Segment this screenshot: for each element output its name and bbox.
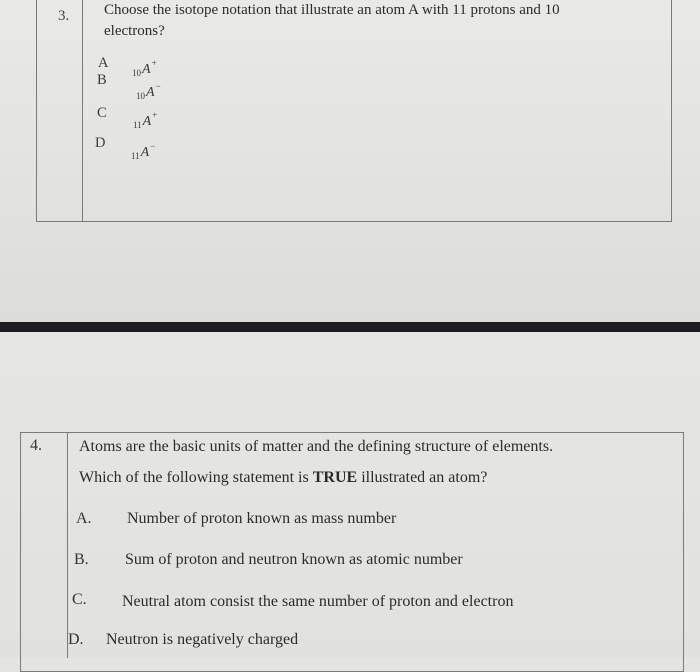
option-a-notation[interactable] bbox=[132, 58, 157, 78]
option-a-letter[interactable]: A bbox=[98, 55, 109, 71]
question-4-column-divider bbox=[67, 432, 68, 658]
option-b-symbol: A bbox=[146, 85, 155, 100]
option-c-text-q4[interactable]: Neutral atom consist the same number of proton and electron bbox=[122, 593, 514, 610]
question-3-stem-line-1: Choose the isotope notation that illustrate an atom A with 11 protons and 10 bbox=[104, 2, 560, 18]
option-b-superscript: − bbox=[155, 81, 161, 91]
option-d-notation[interactable] bbox=[131, 141, 155, 161]
option-c-notation[interactable] bbox=[133, 110, 157, 130]
option-a-text-q4[interactable]: Number of proton known as mass number bbox=[127, 510, 397, 527]
option-b-subscript: 10 bbox=[136, 91, 145, 101]
option-a-subscript: 10 bbox=[132, 68, 141, 78]
option-b-letter-q4[interactable]: B. bbox=[74, 551, 89, 568]
option-d-letter-q4[interactable]: D. bbox=[68, 631, 84, 648]
question-4-stem-emphasis: TRUE bbox=[312, 469, 358, 486]
question-3-number: 3. bbox=[58, 8, 70, 24]
option-a-letter-q4[interactable]: A. bbox=[76, 510, 92, 527]
option-c-subscript: 11 bbox=[133, 120, 142, 130]
question-4-stem-before: Which of the following statement is bbox=[79, 469, 313, 486]
option-c-superscript: + bbox=[152, 110, 158, 120]
option-c-letter[interactable]: C bbox=[97, 105, 107, 121]
screen-divider-bar bbox=[0, 322, 700, 332]
option-b-letter[interactable]: B bbox=[97, 72, 107, 88]
question-4-stem-line-2 bbox=[79, 469, 487, 487]
option-b-notation[interactable] bbox=[136, 81, 161, 101]
question-3-stem-line-2: electrons? bbox=[104, 23, 165, 39]
option-b-text-q4[interactable]: Sum of proton and neutron known as atomic number bbox=[125, 551, 463, 568]
option-a-superscript: + bbox=[151, 58, 157, 68]
option-d-text-q4[interactable]: Neutron is negatively charged bbox=[106, 631, 299, 648]
option-d-symbol: A bbox=[140, 145, 150, 160]
option-a-symbol: A bbox=[142, 62, 151, 77]
option-d-subscript: 11 bbox=[131, 151, 140, 161]
question-4-stem-line-1: Atoms are the basic units of matter and the defining structure of elements. bbox=[79, 438, 554, 455]
option-d-letter[interactable]: D bbox=[95, 135, 106, 151]
option-d-superscript: − bbox=[150, 141, 156, 151]
question-3-column-divider bbox=[82, 0, 83, 222]
question-4-stem-after: illustrated an atom? bbox=[357, 469, 488, 486]
option-c-letter-q4[interactable]: C. bbox=[72, 591, 87, 608]
question-3-stem bbox=[104, 0, 624, 42]
option-c-symbol: A bbox=[142, 114, 152, 129]
question-4-number: 4. bbox=[30, 437, 42, 454]
